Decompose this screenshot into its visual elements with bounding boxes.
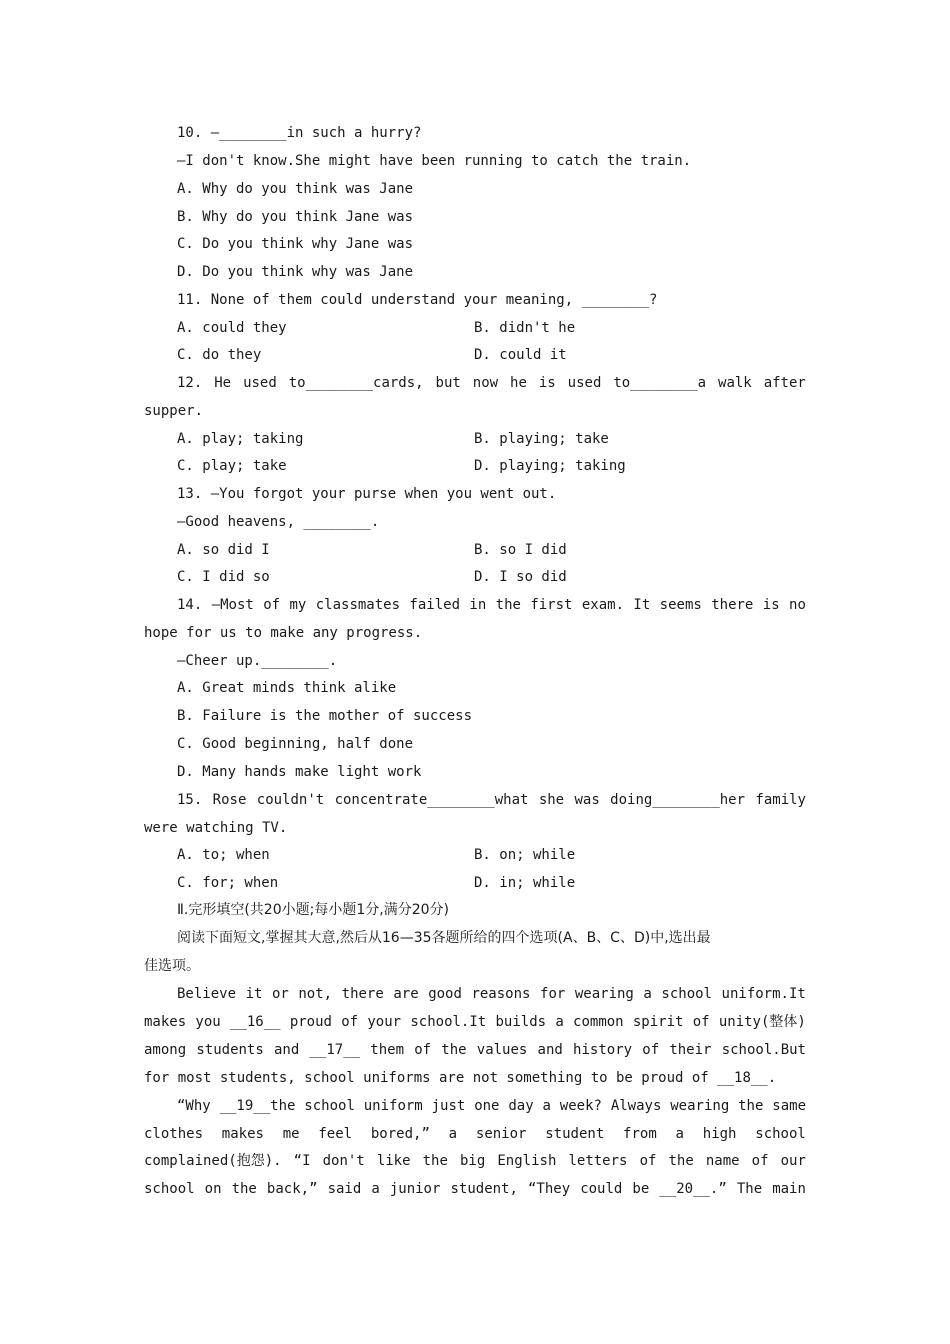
word: of: [642, 1042, 660, 1058]
word: exam.: [581, 597, 625, 613]
word: he: [510, 375, 527, 391]
q14-option-d: D. Many hands make light work: [177, 764, 422, 780]
word: The: [736, 1181, 763, 1197]
word: English: [497, 1153, 557, 1169]
q10-option-c: C. Do you think why Jane was: [177, 236, 414, 252]
word: Believe: [177, 986, 237, 1002]
q15-option-b: B. on; while: [474, 847, 576, 863]
word: school: [144, 1181, 195, 1197]
word: the: [668, 1153, 694, 1169]
q11-option-a: A. could they: [177, 320, 287, 336]
word: Always: [610, 1098, 662, 1114]
word: don't: [322, 1153, 365, 1169]
q15-stem-line2: were watching TV.: [144, 820, 288, 836]
q11-option-c: C. do they: [177, 347, 262, 363]
q11-option-d: D. could it: [474, 347, 567, 363]
word: a: [643, 986, 652, 1002]
word: common: [573, 1014, 624, 1030]
word: student: [545, 1126, 605, 1142]
section-instruction-line2: 佳选项。: [144, 958, 200, 974]
word: good: [428, 986, 462, 1002]
word: a: [371, 1181, 380, 1197]
word: clothes: [144, 1126, 204, 1142]
word: doing________her: [610, 792, 746, 808]
word: be: [632, 1181, 650, 1197]
q12-option-a: A. play; taking: [177, 431, 304, 447]
section-heading: Ⅱ.完形填空(共20小题;每小题1分,满分20分): [177, 902, 449, 918]
word: it: [245, 986, 263, 1002]
word: the: [495, 597, 521, 613]
word: to________a: [613, 375, 707, 391]
word: wearing: [574, 986, 634, 1002]
word: after: [763, 375, 806, 391]
word: is: [762, 597, 780, 613]
passage-p2-line3: [144, 1151, 806, 1171]
word: she: [538, 792, 565, 808]
q12-option-c: C. play; take: [177, 458, 287, 474]
word: concentrate________what: [334, 792, 529, 808]
word: week?: [559, 1098, 602, 1114]
q12-stem-line1: [177, 373, 806, 393]
word: you: [195, 1014, 221, 1030]
word: of: [341, 1014, 359, 1030]
word: of: [639, 1153, 657, 1169]
q13-option-c: C. I did so: [177, 569, 270, 585]
word: for: [540, 986, 566, 1002]
word: like: [376, 1153, 411, 1169]
word: classmates: [315, 597, 401, 613]
word: is: [538, 375, 556, 391]
word: are: [393, 986, 419, 1002]
q10-option-b: B. Why do you think Jane was: [177, 209, 414, 225]
word: our: [780, 1153, 806, 1169]
word: the: [441, 1042, 467, 1058]
word: said: [327, 1181, 362, 1197]
q15-stem-line1: [177, 790, 806, 810]
q13-reply: —Good heavens, ________.: [177, 514, 380, 530]
word: junior: [389, 1181, 441, 1197]
word: proud: [289, 1014, 332, 1030]
word: a: [542, 1098, 551, 1114]
word: there: [341, 986, 384, 1002]
q14-stem-line1: [177, 595, 806, 615]
word: family: [755, 792, 806, 808]
word: school: [661, 986, 712, 1002]
q10-option-a: A. Why do you think was Jane: [177, 181, 414, 197]
word: and: [537, 1042, 563, 1058]
word: of: [263, 597, 281, 613]
q12-option-d: D. playing; taking: [474, 458, 626, 474]
word: school.It: [410, 1014, 487, 1030]
word: me: [282, 1126, 300, 1142]
word: of: [692, 1014, 710, 1030]
word: high: [702, 1126, 737, 1142]
q10-reply: —I don't know.She might have been running to catch the train.: [177, 153, 692, 169]
q10-stem: 10. —________in such a hurry?: [177, 125, 422, 141]
word: was: [574, 792, 600, 808]
word: 12.: [177, 375, 203, 391]
word: __20__.”: [659, 1181, 727, 1197]
word: in: [469, 597, 487, 613]
passage-p1-line2: [144, 1012, 806, 1032]
q11-stem: 11. None of them could understand your meaning, ________?: [177, 292, 658, 308]
word: senior: [475, 1126, 527, 1142]
word: reasons: [471, 986, 531, 1002]
word: and: [274, 1042, 300, 1058]
word: —Most: [211, 597, 254, 613]
word: the: [231, 1181, 257, 1197]
word: main: [772, 1181, 806, 1197]
q15-option-c: C. for; when: [177, 875, 279, 891]
q13-option-d: D. I so did: [474, 569, 567, 585]
word: a: [555, 1014, 564, 1030]
word: complained(抱怨).: [144, 1153, 282, 1169]
word: failed: [409, 597, 460, 613]
word: builds: [495, 1014, 547, 1030]
word: the: [738, 1098, 764, 1114]
word: of: [751, 1153, 769, 1169]
word: among: [144, 1042, 187, 1058]
word: walk: [718, 375, 752, 391]
q14-option-a: A. Great minds think alike: [177, 680, 397, 696]
word: big: [460, 1153, 486, 1169]
word: a: [448, 1126, 458, 1142]
word: values: [476, 1042, 528, 1058]
word: student,: [450, 1181, 518, 1197]
word: letters: [568, 1153, 628, 1169]
word: couldn't: [256, 792, 325, 808]
word: used: [243, 375, 277, 391]
word: unity(整体): [718, 1014, 806, 1030]
q13-option-b: B. so I did: [474, 542, 567, 558]
q15-option-a: A. to; when: [177, 847, 270, 863]
word: bored,”: [370, 1126, 430, 1142]
q11-option-b: B. didn't he: [474, 320, 576, 336]
word: 14.: [177, 597, 203, 613]
word: now: [472, 375, 499, 391]
q14-option-c: C. Good beginning, half done: [177, 736, 414, 752]
word: one: [474, 1098, 500, 1114]
word: school: [755, 1126, 806, 1142]
q10-option-d: D. Do you think why was Jane: [177, 264, 414, 280]
word: uniform: [363, 1098, 423, 1114]
word: back,”: [266, 1181, 318, 1197]
passage-p1-line3: [144, 1040, 806, 1060]
word: “They: [527, 1181, 571, 1197]
word: the: [422, 1153, 448, 1169]
word: __19__the: [219, 1098, 296, 1114]
word: He: [214, 375, 232, 391]
q14-reply: —Cheer up.________.: [177, 653, 338, 669]
word: your: [367, 1014, 402, 1030]
word: but: [435, 375, 461, 391]
q13-option-a: A. so did I: [177, 542, 270, 558]
word: It: [633, 597, 651, 613]
word: from: [623, 1126, 657, 1142]
word: seems: [659, 597, 702, 613]
word: __16__: [229, 1014, 281, 1030]
word: day: [508, 1098, 534, 1114]
word: feel: [318, 1126, 353, 1142]
section-instruction-line1: 阅读下面短文,掌握其大意,然后从16—35各题所给的四个选项(A、B、C、D)中,选出最: [177, 930, 711, 946]
word: could: [580, 1181, 623, 1197]
word: no: [789, 597, 806, 613]
q14-option-b: B. Failure is the mother of success: [177, 708, 473, 724]
word: not,: [298, 986, 333, 1002]
word: 15.: [177, 792, 203, 808]
word: Rose: [212, 792, 247, 808]
passage-p2-line1: [177, 1096, 806, 1116]
word: name: [705, 1153, 740, 1169]
word: there: [711, 597, 754, 613]
q15-option-d: D. in; while: [474, 875, 576, 891]
word: spirit: [632, 1014, 684, 1030]
word: school.But: [721, 1042, 806, 1058]
word: of: [414, 1042, 432, 1058]
passage-p1-line1: [177, 984, 806, 1004]
passage-p2-line4: [144, 1179, 806, 1199]
q13-stem: 13. —You forgot your purse when you went out.: [177, 486, 557, 502]
word: on: [204, 1181, 222, 1197]
word: wearing: [670, 1098, 730, 1114]
word: “I: [293, 1153, 311, 1169]
word: students: [196, 1042, 264, 1058]
word: makes: [221, 1126, 264, 1142]
word: a: [675, 1126, 684, 1142]
passage-p2-line2: [144, 1124, 806, 1144]
word: first: [530, 597, 573, 613]
q12-option-b: B. playing; take: [474, 431, 609, 447]
word: just: [431, 1098, 466, 1114]
word: school: [304, 1098, 355, 1114]
word: uniform.It: [721, 986, 806, 1002]
word: history: [573, 1042, 633, 1058]
word: their: [669, 1042, 712, 1058]
q12-stem-line2: supper.: [144, 403, 204, 419]
q14-stem-line2: hope for us to make any progress.: [144, 625, 423, 641]
word: used: [567, 375, 602, 391]
word: to________cards,: [288, 375, 424, 391]
word: __17__: [309, 1042, 361, 1058]
word: same: [772, 1098, 806, 1114]
passage-p1-line4: for most students, school uniforms are not something to be proud of __18__.: [144, 1070, 777, 1086]
word: them: [370, 1042, 404, 1058]
word: “Why: [177, 1098, 211, 1114]
word: my: [289, 597, 307, 613]
word: or: [271, 986, 289, 1002]
word: makes: [144, 1014, 187, 1030]
